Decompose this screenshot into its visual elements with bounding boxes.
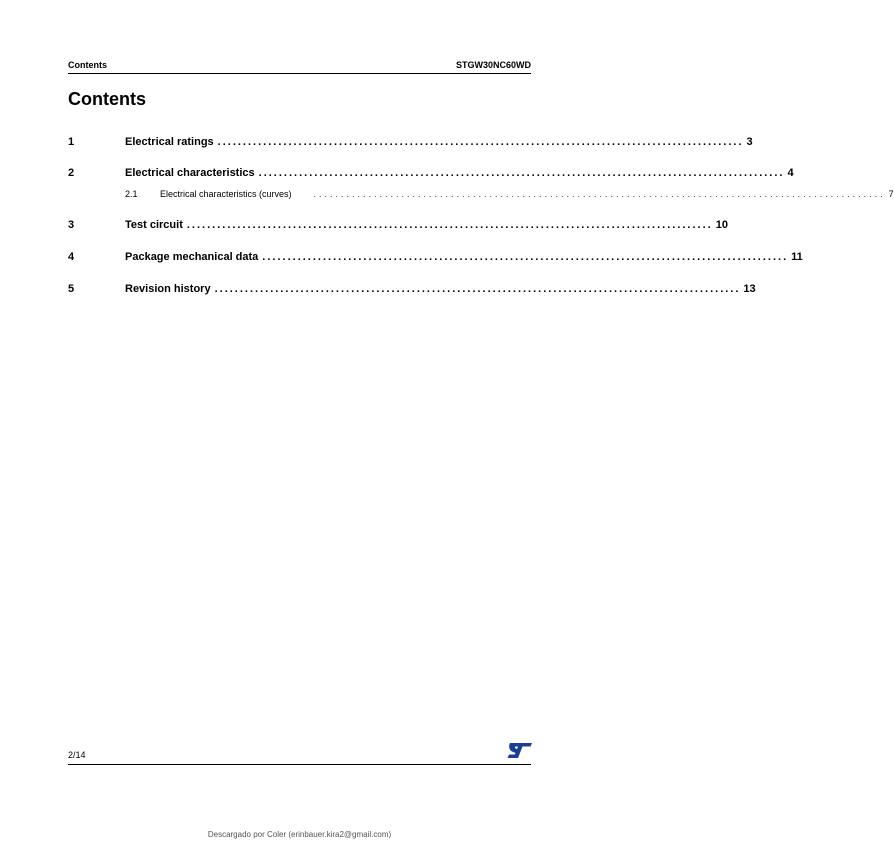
toc-entry-page: 11: [791, 251, 803, 263]
toc-dot-leader: ........................................................................................................: [262, 251, 789, 263]
header-section-label: Contents: [68, 60, 107, 70]
toc-entry-title: Electrical ratings: [125, 136, 214, 148]
toc-entry-electrical-characteristics-curves[interactable]: [68, 189, 894, 203]
toc-entry-test-circuit[interactable]: [68, 219, 728, 233]
header-divider: [68, 73, 531, 74]
toc-entry-number: 1: [68, 136, 75, 148]
toc-dot-leader: ........................................................................................................: [217, 136, 744, 148]
toc-entry-title: Revision history: [125, 283, 211, 295]
toc-entry-number: 2: [68, 167, 75, 179]
toc-entry-title: Package mechanical data: [125, 251, 259, 263]
st-logo-icon: [507, 742, 533, 759]
toc-entry-page: 13: [743, 283, 756, 295]
header-document-id: STGW30NC60WD: [455, 60, 531, 70]
toc-entry-electrical-ratings[interactable]: [68, 136, 753, 150]
footer-divider: [68, 764, 531, 765]
toc-entry-number: 5: [68, 283, 75, 295]
toc-entry-title: Electrical characteristics (curves): [160, 189, 292, 199]
toc-entry-page: 7: [888, 189, 894, 199]
toc-dot-leader: ........................................................................................................: [214, 283, 741, 295]
page-number: 2/14: [68, 750, 86, 760]
toc-entry-page: 4: [787, 167, 794, 179]
toc-entry-page: 3: [746, 136, 753, 148]
toc-entry-electrical-characteristics[interactable]: [68, 167, 794, 181]
download-attribution: Descargado por Coler (erinbauer.kira2@gmail.com): [207, 830, 392, 839]
toc-entry-title: Electrical characteristics: [125, 167, 255, 179]
toc-entry-number: 4: [68, 251, 75, 263]
toc-entry-number: 3: [68, 219, 75, 231]
toc-entry-revision-history[interactable]: [68, 283, 756, 297]
toc-entry-page: 10: [715, 219, 728, 231]
toc-dot-leader: ........................................................................................................: [313, 189, 886, 199]
toc-dot-leader: ........................................................................................................: [186, 219, 713, 231]
toc-entry-package-mechanical-data[interactable]: [68, 251, 803, 265]
toc-dot-leader: ........................................................................................................: [258, 167, 785, 179]
toc-entry-title: Test circuit: [125, 219, 183, 231]
page-title: Contents: [68, 89, 146, 109]
toc-entry-number: 2.1: [125, 189, 138, 199]
